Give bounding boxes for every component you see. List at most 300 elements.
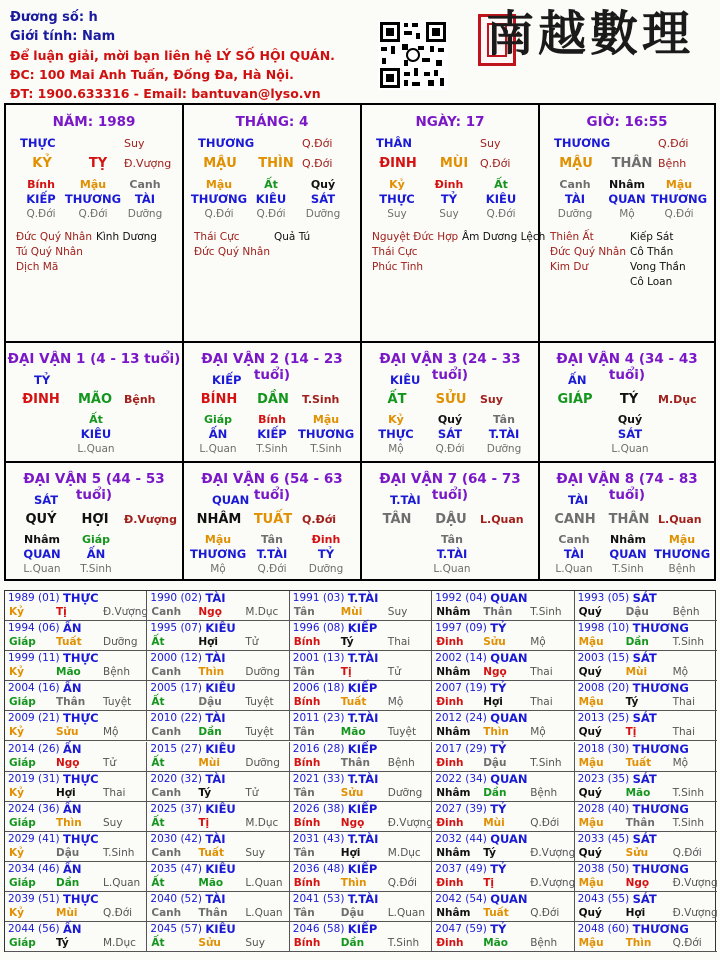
year-label: 2001 (13) bbox=[292, 652, 345, 665]
year-ten-god: KIÊU bbox=[205, 621, 236, 636]
year-label: 2022 (34) bbox=[435, 772, 487, 785]
hidden-stem: Giáp bbox=[203, 413, 233, 426]
year-label: 2010 (22) bbox=[150, 712, 203, 725]
year-branch: Mão bbox=[340, 726, 366, 739]
hidden-stem: Đinh bbox=[434, 178, 464, 191]
earthly-branch: MÃO bbox=[77, 392, 113, 407]
year-cell bbox=[575, 711, 717, 741]
year-stage: Đ.Vượng bbox=[103, 606, 149, 618]
stage: L.Quan bbox=[480, 513, 524, 526]
year-cell bbox=[290, 651, 432, 681]
year-stage: Suy bbox=[103, 816, 123, 829]
ten-god: KIÊU bbox=[390, 373, 421, 387]
hidden-stage: L.Quan bbox=[199, 443, 237, 455]
year-branch: Dần bbox=[483, 786, 507, 799]
year-cell bbox=[290, 681, 432, 711]
year-stage: Thai bbox=[530, 666, 553, 679]
year-cell bbox=[147, 802, 289, 832]
year-stage: Đ.Vượng bbox=[530, 846, 576, 859]
year-ten-god: SÁT bbox=[632, 892, 657, 906]
year-ten-god: THƯƠNG bbox=[632, 922, 689, 937]
heavenly-stem: KỶ bbox=[32, 156, 52, 171]
year-cell bbox=[432, 892, 574, 922]
year-label: 1992 (04) bbox=[435, 592, 487, 604]
year-ten-god: T.TÀI bbox=[347, 831, 379, 846]
hidden-stage: L.Quan bbox=[433, 563, 471, 575]
star-right: Quả Tú bbox=[274, 231, 311, 243]
year-cell bbox=[290, 892, 432, 922]
year-ten-god: QUAN bbox=[490, 591, 528, 605]
hidden-stem: Nhâm bbox=[610, 533, 646, 546]
year-ten-god: SÁT bbox=[632, 711, 657, 726]
year-stem: Giáp bbox=[9, 937, 36, 950]
header-info bbox=[10, 8, 430, 103]
year-stem: Đinh bbox=[436, 756, 464, 769]
year-stem: Bính bbox=[293, 816, 321, 829]
hidden-stem: Quý bbox=[617, 413, 643, 426]
year-label: 2020 (32) bbox=[150, 772, 203, 785]
year-label: 1994 (06) bbox=[8, 622, 60, 635]
year-branch: Thìn bbox=[198, 666, 225, 679]
year-ten-god: THƯƠNG bbox=[632, 861, 689, 876]
year-stem: Quý bbox=[578, 846, 602, 859]
year-label: 2019 (31) bbox=[8, 772, 60, 785]
hidden-stage: Q.Đới bbox=[257, 563, 287, 575]
year-cell bbox=[5, 862, 147, 892]
hidden-stem: Bính bbox=[27, 178, 55, 191]
hidden-stem: Nhâm bbox=[609, 178, 645, 191]
year-branch: Dần bbox=[340, 937, 365, 950]
year-branch: Tuất bbox=[483, 907, 509, 919]
year-label: 1993 (05) bbox=[577, 592, 630, 604]
year-ten-god: THƯƠNG bbox=[632, 741, 689, 756]
hidden-god: THỰC bbox=[379, 192, 415, 206]
dai-van-title: ĐẠI VẬN 2 (14 - 23 tuổi) bbox=[201, 351, 343, 383]
hidden-god: THƯƠNG bbox=[298, 427, 355, 441]
year-branch: Thân bbox=[625, 816, 655, 829]
hidden-stage: Q.Đới bbox=[78, 208, 108, 220]
year-label: 1990 (02) bbox=[150, 592, 203, 604]
hidden-god: ẤN bbox=[86, 547, 106, 561]
year-branch: Tý bbox=[198, 786, 212, 799]
year-stage: Mộ bbox=[672, 666, 689, 679]
year-stem: Tân bbox=[293, 786, 315, 799]
star-left: Thái Cực bbox=[194, 231, 240, 243]
year-cell bbox=[290, 922, 432, 952]
hidden-stem: Canh bbox=[129, 178, 161, 191]
year-stage: Thai bbox=[672, 696, 696, 709]
stage: L.Quan bbox=[658, 513, 702, 526]
year-cell bbox=[290, 832, 432, 862]
year-cell bbox=[575, 832, 717, 862]
year-stage: T.Sinh bbox=[530, 606, 562, 618]
year-label: 2039 (51) bbox=[8, 893, 60, 905]
hidden-stage: Mộ bbox=[210, 563, 226, 575]
address-line: ĐC: 100 Mai Anh Tuấn, Đống Đa, Hà Nội. bbox=[10, 67, 294, 82]
year-cell bbox=[147, 772, 289, 802]
year-ten-god: SÁT bbox=[632, 591, 657, 605]
year-branch: Sửu bbox=[625, 846, 649, 859]
year-stage: Dưỡng bbox=[245, 666, 280, 679]
year-cell bbox=[575, 681, 717, 711]
hidden-god: TỶ bbox=[317, 547, 335, 561]
year-cell bbox=[147, 681, 289, 711]
year-label: 1999 (11) bbox=[8, 652, 60, 665]
dai-van-4 bbox=[540, 343, 714, 463]
year-label: 2004 (16) bbox=[8, 682, 60, 695]
year-label: 2009 (21) bbox=[8, 712, 60, 725]
year-stem: Quý bbox=[578, 907, 602, 919]
hidden-stem: Mậu bbox=[204, 533, 232, 546]
year-stage: Thai bbox=[672, 726, 696, 739]
year-stage: Bệnh bbox=[530, 937, 558, 950]
hidden-stage: Dưỡng bbox=[486, 443, 522, 455]
year-branch: Tý bbox=[340, 636, 354, 649]
year-stage: Q.Đới bbox=[530, 816, 560, 829]
year-stem: Đinh bbox=[436, 937, 464, 950]
year-cell bbox=[432, 862, 574, 892]
year-ten-god: SÁT bbox=[632, 831, 657, 846]
heavenly-stem: TÂN bbox=[382, 512, 412, 527]
qr-code-icon bbox=[378, 20, 448, 90]
hidden-stage: Mộ bbox=[388, 443, 404, 455]
pillar-title: NĂM: 1989 bbox=[52, 114, 136, 130]
ten-god: SÁT bbox=[34, 493, 59, 507]
year-stem: Giáp bbox=[9, 636, 36, 649]
year-stage: Tuyệt bbox=[245, 726, 274, 739]
hidden-stem: Ất bbox=[89, 413, 103, 426]
hidden-god: QUAN bbox=[23, 547, 61, 561]
hidden-stem: Kỷ bbox=[389, 178, 405, 191]
year-ten-god: KIÊU bbox=[205, 861, 236, 876]
hidden-god: THƯƠNG bbox=[654, 547, 711, 561]
year-ten-god: TỶ bbox=[490, 922, 507, 937]
star-left: Dịch Mã bbox=[16, 261, 59, 273]
year-stem: Kỷ bbox=[9, 726, 24, 739]
year-ten-god: KIÊU bbox=[205, 741, 236, 756]
hidden-stem: Bính bbox=[258, 413, 286, 426]
year-label: 2038 (50) bbox=[577, 862, 630, 875]
hidden-stage: Dưỡng bbox=[557, 208, 593, 220]
year-stage: Q.Đới bbox=[530, 907, 560, 919]
earthly-branch: THÌN bbox=[258, 156, 294, 171]
year-stage: T.Sinh bbox=[672, 816, 704, 829]
year-label: 2031 (43) bbox=[292, 832, 345, 845]
year-stem: Giáp bbox=[9, 756, 36, 769]
year-ten-god: QUAN bbox=[490, 831, 528, 846]
year-stage: Suy bbox=[245, 846, 265, 859]
hidden-stage: L.Quan bbox=[611, 443, 649, 455]
year-branch: Dậu bbox=[625, 606, 649, 618]
star-left: Thiên Ất bbox=[550, 231, 594, 243]
year-stage: Thai bbox=[387, 636, 411, 649]
star-right: Âm Dương Lệch bbox=[462, 231, 546, 243]
year-ten-god: TÀI bbox=[205, 591, 226, 605]
year-ten-god: THƯƠNG bbox=[632, 681, 689, 696]
year-stage: Tử bbox=[245, 636, 259, 649]
year-stage: Bệnh bbox=[530, 786, 558, 799]
earthly-branch: TUẤT bbox=[253, 512, 293, 527]
hidden-god: SÁT bbox=[617, 427, 643, 441]
hidden-stage: Suy bbox=[439, 208, 459, 220]
year-cell bbox=[147, 711, 289, 741]
year-ten-god: THỰC bbox=[63, 651, 99, 666]
year-cell bbox=[432, 681, 574, 711]
year-ten-god: T.TÀI bbox=[347, 771, 379, 786]
hidden-god: SÁT bbox=[437, 427, 463, 441]
stage: Q.Đới bbox=[302, 513, 337, 526]
year-stem: Kỷ bbox=[9, 907, 24, 919]
year-label: 2011 (23) bbox=[292, 712, 345, 725]
year-branch: Tị bbox=[483, 876, 494, 889]
year-ten-god: THỰC bbox=[63, 892, 99, 906]
hidden-god: KIẾP bbox=[257, 427, 287, 441]
stage: Đ.Vượng bbox=[124, 513, 178, 526]
year-stem: Canh bbox=[151, 666, 182, 679]
year-cell bbox=[432, 742, 574, 772]
stage-top: Q.Đới bbox=[658, 137, 689, 150]
hidden-stage: T.Sinh bbox=[80, 563, 112, 575]
year-stem: Canh bbox=[151, 846, 182, 859]
hidden-stem: Mậu bbox=[79, 178, 107, 191]
ten-god: T.TÀI bbox=[390, 493, 421, 507]
earthly-branch: HỢI bbox=[81, 512, 109, 527]
stage: Đ.Vượng bbox=[124, 157, 172, 170]
year-branch: Dậu bbox=[198, 696, 222, 709]
star-right: Kiếp Sát bbox=[630, 231, 674, 243]
year-ten-god: TÀI bbox=[205, 651, 226, 666]
year-stage: Thai bbox=[103, 786, 126, 799]
ten-god: THÂN bbox=[376, 136, 412, 150]
contact-line: Để luận giải, mời bạn liên hệ LÝ SỐ HỘI QUÁN. bbox=[10, 48, 335, 63]
star-left: Đức Quý Nhân bbox=[16, 231, 92, 243]
year-ten-god: KIÊU bbox=[205, 922, 236, 937]
year-branch: Thân bbox=[340, 756, 370, 769]
year-label: 2014 (26) bbox=[8, 742, 60, 755]
year-label: 2037 (49) bbox=[435, 862, 487, 875]
year-stem: Nhâm bbox=[436, 786, 471, 799]
year-ten-god: KIẾP bbox=[347, 741, 378, 756]
year-label: 2016 (28) bbox=[292, 742, 345, 755]
year-label: 2018 (30) bbox=[577, 742, 630, 755]
hidden-god: THƯƠNG bbox=[190, 547, 247, 561]
year-stage: T.Sinh bbox=[387, 937, 420, 950]
hidden-god: THƯƠNG bbox=[190, 192, 248, 206]
year-cell bbox=[432, 922, 574, 952]
year-stem: Quý bbox=[578, 726, 602, 739]
pillar-title: THÁNG: 4 bbox=[235, 114, 309, 130]
hidden-stage: Dưỡng bbox=[308, 563, 344, 575]
year-stem: Giáp bbox=[9, 876, 36, 889]
year-ten-god: ẤN bbox=[63, 741, 82, 756]
year-stem: Quý bbox=[578, 786, 602, 799]
year-label: 1997 (09) bbox=[435, 622, 487, 635]
year-label: 2003 (15) bbox=[577, 652, 630, 665]
year-label: 2008 (20) bbox=[577, 682, 630, 695]
year-stem: Bính bbox=[293, 636, 321, 649]
year-cell bbox=[5, 711, 147, 741]
year-cell bbox=[575, 772, 717, 802]
dai-van-6 bbox=[184, 463, 362, 581]
pillar-2 bbox=[184, 105, 362, 343]
year-label: 2000 (12) bbox=[150, 652, 203, 665]
year-ten-god: ẤN bbox=[63, 621, 82, 636]
stage: Bệnh bbox=[658, 157, 687, 170]
phone-email-line: ĐT: 1900.633316 - Email: bantuvan@lyso.vn bbox=[10, 86, 321, 101]
year-label: 2034 (46) bbox=[8, 862, 60, 875]
year-cell bbox=[5, 832, 147, 862]
year-branch: Mão bbox=[625, 786, 651, 799]
year-ten-god: ẤN bbox=[63, 922, 82, 937]
year-ten-god: QUAN bbox=[490, 711, 528, 726]
year-stem: Nhâm bbox=[436, 846, 471, 859]
year-ten-god: T.TÀI bbox=[347, 591, 379, 605]
hidden-stage: Q.Đới bbox=[664, 208, 694, 220]
year-branch: Mùi bbox=[483, 816, 505, 829]
hidden-stage: Q.Đới bbox=[435, 443, 465, 455]
hidden-stem: Quý bbox=[310, 178, 336, 191]
year-branch: Thân bbox=[198, 907, 228, 919]
year-label: 1989 (01) bbox=[8, 592, 60, 604]
year-stem: Nhâm bbox=[436, 606, 471, 618]
hidden-god: T.TÀI bbox=[488, 427, 520, 441]
earthly-branch: MÙI bbox=[439, 156, 469, 171]
dai-van-7 bbox=[362, 463, 540, 581]
year-branch: Tý bbox=[625, 696, 639, 709]
year-label: 2032 (44) bbox=[435, 832, 487, 845]
year-stage: Thai bbox=[530, 696, 553, 709]
year-label: 2024 (36) bbox=[8, 802, 60, 815]
year-stage: Tử bbox=[387, 666, 401, 679]
year-label: 2013 (25) bbox=[577, 712, 630, 725]
year-stem: Mậu bbox=[578, 636, 604, 649]
stage-top: Suy bbox=[480, 137, 501, 150]
dai-van-title: ĐẠI VẬN 8 (74 - 83 tuổi) bbox=[556, 471, 698, 503]
hidden-stage: Q.Đới bbox=[256, 208, 286, 220]
hidden-stage: T.Sinh bbox=[310, 443, 342, 455]
year-branch: Mão bbox=[56, 666, 81, 679]
year-branch: Hợi bbox=[340, 846, 361, 859]
hidden-stem: Ất bbox=[494, 178, 508, 191]
year-label: 1995 (07) bbox=[150, 622, 203, 635]
hidden-god: TÀI bbox=[563, 547, 585, 561]
hidden-god: KIÊU bbox=[485, 192, 517, 206]
year-ten-god: QUAN bbox=[490, 651, 528, 666]
hidden-stage: T.Sinh bbox=[612, 563, 644, 575]
year-branch: Tuất bbox=[198, 846, 224, 859]
year-stem: Tân bbox=[293, 907, 315, 919]
hidden-god: KIẾP bbox=[26, 192, 56, 206]
year-ten-god: KIẾP bbox=[347, 922, 378, 937]
hidden-stage: Suy bbox=[387, 208, 407, 220]
year-stage: Q.Đới bbox=[387, 876, 417, 889]
year-ten-god: KIẾP bbox=[347, 801, 378, 816]
year-label: 2042 (54) bbox=[435, 893, 487, 905]
stage: Q.Đới bbox=[480, 157, 511, 170]
year-cell bbox=[575, 922, 717, 952]
year-cell bbox=[575, 862, 717, 892]
year-ten-god: QUAN bbox=[490, 892, 528, 906]
year-stage: L.Quan bbox=[103, 876, 141, 889]
year-branch: Sửu bbox=[483, 636, 506, 649]
logo-text: 南越數理 bbox=[486, 6, 695, 62]
year-stem: Kỷ bbox=[9, 846, 24, 859]
stage: Suy bbox=[480, 393, 503, 406]
year-ten-god: KIÊU bbox=[205, 681, 236, 696]
earthly-branch: THÂN bbox=[611, 156, 653, 171]
year-stage: Tuyệt bbox=[245, 696, 274, 709]
year-ten-god: TỶ bbox=[490, 621, 507, 636]
year-branch: Ngọ bbox=[198, 606, 222, 618]
year-stem: Kỷ bbox=[9, 786, 24, 799]
year-cell bbox=[432, 802, 574, 832]
hidden-god: THƯƠNG bbox=[64, 192, 122, 206]
year-stage: Mộ bbox=[530, 636, 546, 649]
year-branch: Tị bbox=[340, 666, 352, 679]
star-left: Phúc Tinh bbox=[372, 261, 424, 273]
year-branch: Thân bbox=[483, 606, 513, 618]
star-right: Cô Thần bbox=[630, 246, 674, 258]
hidden-stem: Mậu bbox=[312, 413, 340, 426]
year-stem: Tân bbox=[293, 846, 315, 859]
year-cell bbox=[575, 621, 717, 651]
pillar-3 bbox=[362, 105, 546, 343]
earthly-branch: TỴ bbox=[88, 156, 108, 171]
year-branch: Dậu bbox=[340, 907, 365, 919]
ten-god: TÀI bbox=[568, 493, 589, 507]
year-ten-god: SÁT bbox=[632, 771, 657, 786]
year-stage: Tuyệt bbox=[103, 696, 132, 709]
year-stem: Nhâm bbox=[436, 907, 471, 919]
year-stage: L.Quan bbox=[387, 907, 425, 919]
year-stage: Suy bbox=[387, 606, 408, 618]
pillar-title: GIỜ: 16:55 bbox=[586, 114, 668, 130]
year-cell bbox=[290, 711, 432, 741]
year-ten-god: TỶ bbox=[490, 861, 507, 876]
heavenly-stem: MẬU bbox=[559, 156, 593, 171]
earthly-branch: TÝ bbox=[619, 392, 639, 407]
year-ten-god: THỰC bbox=[63, 831, 99, 846]
stage-top: Suy bbox=[124, 137, 145, 150]
year-cell bbox=[5, 742, 147, 772]
heavenly-stem: QUÝ bbox=[25, 512, 57, 527]
yearly-grid bbox=[4, 590, 716, 952]
year-label: 1996 (08) bbox=[292, 622, 345, 635]
hidden-stage: L.Quan bbox=[77, 443, 115, 455]
year-stage: Mộ bbox=[387, 696, 404, 709]
year-cell bbox=[147, 862, 289, 892]
year-ten-god: KIẾP bbox=[347, 681, 378, 696]
pillar-1 bbox=[6, 105, 184, 343]
year-label: 2002 (14) bbox=[435, 652, 487, 665]
year-branch: Sửu bbox=[340, 786, 364, 799]
stage: M.Dục bbox=[658, 393, 697, 406]
hidden-stage: Q.Đới bbox=[204, 208, 234, 220]
hidden-stage: Bệnh bbox=[668, 563, 696, 575]
hidden-god: ẤN bbox=[208, 427, 228, 441]
year-stage: Q.Đới bbox=[672, 846, 702, 859]
stage: Q.Đới bbox=[302, 157, 333, 170]
year-stem: Tân bbox=[293, 606, 315, 618]
year-cell bbox=[5, 922, 147, 952]
year-stem: Bính bbox=[293, 876, 321, 889]
year-ten-god: THỰC bbox=[63, 711, 99, 726]
year-cell bbox=[290, 772, 432, 802]
year-branch: Mùi bbox=[198, 756, 220, 769]
year-ten-god: KIÊU bbox=[205, 801, 236, 816]
year-ten-god: THỰC bbox=[63, 771, 99, 786]
ten-god: TỶ bbox=[34, 373, 51, 387]
